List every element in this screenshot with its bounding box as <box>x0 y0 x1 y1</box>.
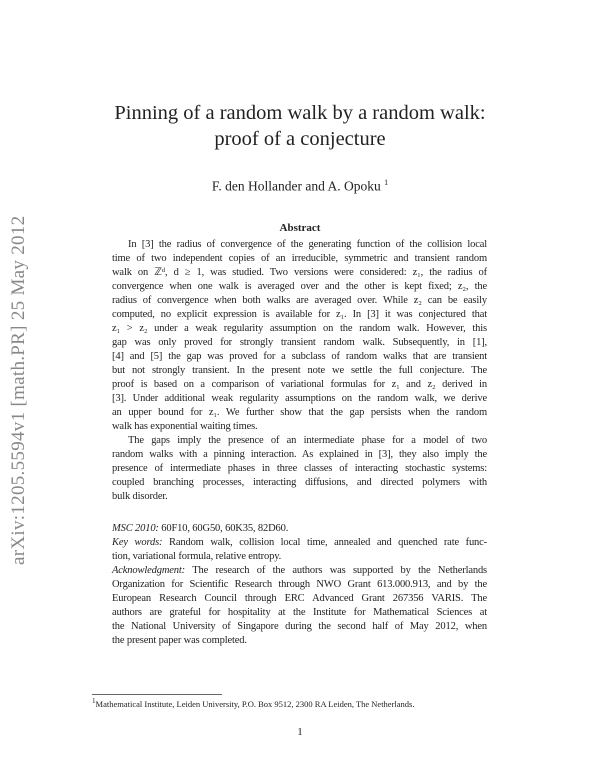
msc-label: MSC 2010: <box>112 523 159 534</box>
ack-line: the National University of Singapore during the second half of May 2012, when <box>112 621 487 632</box>
ack-line <box>112 564 487 578</box>
title-line: Pinning of a random walk by a random walk: <box>114 102 486 124</box>
msc-line <box>112 522 487 536</box>
abstract-line: proof is based on a comparison of variational formulas for z₁ and z₂ derived in <box>112 379 487 390</box>
abstract-line: bulk disorder. <box>112 491 168 502</box>
abstract-body <box>112 238 487 504</box>
arxiv-stamp: arXiv:1205.5594v1 [math.PR] 25 May 2012 <box>8 215 29 565</box>
footnote-text: Mathematical Institute, Leiden University, P.O. Box 9512, 2300 RA Leiden, The Netherlands. <box>95 698 415 709</box>
abstract-line: radius of convergence when both walks are averaged over. While z₂ can be easily <box>112 295 487 306</box>
abstract-line: computed, no explicit expression is available for z₁. In [3] it was conjectured that <box>112 309 487 320</box>
abstract-line: walk on ℤᵈ, d ≥ 1, was studied. Two versions were considered: z₁, the radius of <box>112 267 487 278</box>
keywords-text: Random walk, collision local time, annealed and quenched rate func- <box>169 537 487 548</box>
abstract-line: presence of intermediate phases in three classes of interacting stochastic systems: <box>112 463 487 474</box>
author-footnote-mark: 1 <box>384 178 389 187</box>
ack-label: Acknowledgment: <box>112 565 185 576</box>
ack-line: the present paper was completed. <box>112 635 247 646</box>
abstract-line: z₁ > z₂ under a weak regularity assumption on the random walk. However, this <box>112 323 487 334</box>
footnote-mark: 1 <box>92 697 96 705</box>
authors <box>0 178 600 195</box>
ack-line: European Research Council through ERC Advanced Grant 267356 VARIS. The <box>112 593 487 604</box>
abstract-line: convergence when one walk is averaged over and the other is kept fixed; z₂, the <box>112 281 487 292</box>
abstract-line: walk has exponential waiting times. <box>112 421 258 432</box>
abstract-line: [4] and [5] the gap was proved for a subclass of random walks that are transient <box>112 351 487 362</box>
abstract-line: but not strongly transient. In the present note we settle the full conjecture. The <box>112 365 487 376</box>
abstract-line: time of two independent copies of an irreducible, symmetric and transient random <box>112 253 487 264</box>
author-names: F. den Hollander and A. Opoku <box>211 178 381 194</box>
abstract-line: The gaps imply the presence of an intermediate phase for a model of two <box>128 435 487 446</box>
footnote <box>92 697 414 709</box>
keywords-line <box>112 536 487 550</box>
body-column <box>112 238 487 648</box>
metadata-block <box>112 522 487 648</box>
keywords-line: tion, variational formula, relative entropy. <box>112 551 282 562</box>
abstract-line: [3]. Under additional weak regularity assumptions on the random walk, we derive <box>112 393 487 404</box>
keywords-label: Key words: <box>112 537 163 548</box>
abstract-line: gap was only proved for strongly transient random walk. Subsequently, in [1], <box>112 337 487 348</box>
abstract-heading: Abstract <box>279 222 321 234</box>
footnote-rule <box>92 694 222 695</box>
page-number: 1 <box>297 726 303 738</box>
msc-value: 60F10, 60G50, 60K35, 82D60. <box>161 523 289 534</box>
abstract-line: coupled branching processes, interacting diffusions, and directed polymers with <box>112 477 487 488</box>
paper-title <box>0 100 600 152</box>
abstract-line: In [3] the radius of convergence of the generating function of the collision local <box>128 239 487 250</box>
ack-line: Organization for Scientific Research through NWO Grant 613.000.913, and by the <box>112 579 487 590</box>
ack-text: The research of the authors was supported by the Netherlands <box>192 565 487 576</box>
ack-line: authors are grateful for hospitality at the Institute for Mathematical Sciences at <box>112 607 487 618</box>
abstract-line: random walks with a pinning interaction. As explained in [3], they also imply the <box>112 449 487 460</box>
abstract-line: an upper bound for z₁. We further show that the gap persists when the random <box>112 407 487 418</box>
title-line: proof of a conjecture <box>214 128 386 150</box>
